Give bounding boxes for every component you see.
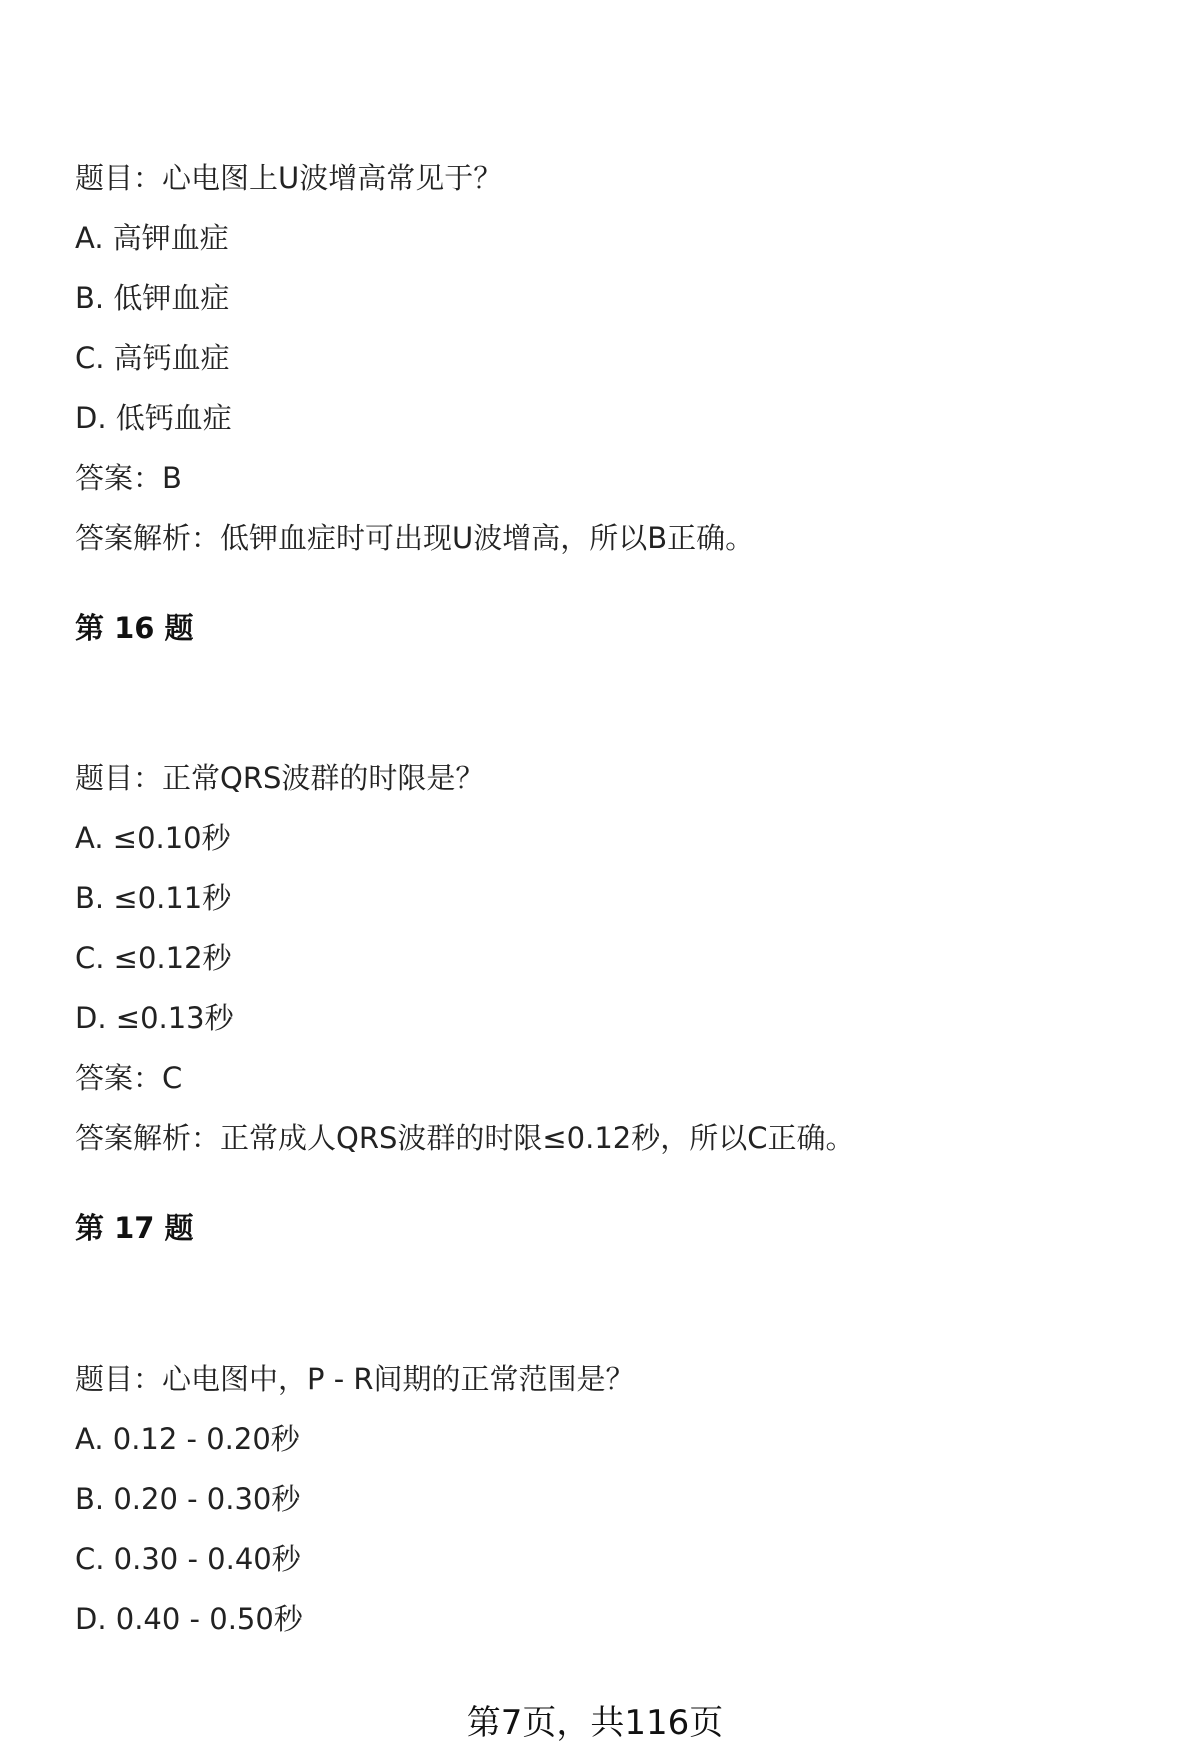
q16-explanation: 答案解析：正常成人QRS波群的时限≤0.12秒，所以C正确。 xyxy=(75,1121,855,1155)
q16-option-d: D. ≤0.13秒 xyxy=(75,1001,234,1035)
q15-option-a: A. 高钾血症 xyxy=(75,221,229,255)
q16-heading: 第 16 题 xyxy=(75,611,194,645)
q17-question: 题目：心电图中，P - R间期的正常范围是？ xyxy=(75,1362,635,1396)
q16-answer: 答案：C xyxy=(75,1061,183,1095)
q16-option-a: A. ≤0.10秒 xyxy=(75,821,231,855)
q15-explanation: 答案解析：低钾血症时可出现U波增高，所以B正确。 xyxy=(75,521,755,555)
q16-question: 题目：正常QRS波群的时限是？ xyxy=(75,761,485,795)
q15-answer: 答案：B xyxy=(75,461,182,495)
q17-option-c: C. 0.30 - 0.40秒 xyxy=(75,1542,301,1576)
q15-option-c: C. 高钙血症 xyxy=(75,341,230,375)
q16-option-c: C. ≤0.12秒 xyxy=(75,941,232,975)
q17-option-d: D. 0.40 - 0.50秒 xyxy=(75,1602,303,1636)
q15-option-b: B. 低钾血症 xyxy=(75,281,230,315)
q17-heading: 第 17 题 xyxy=(75,1211,194,1245)
q15-question: 题目：心电图上U波增高常见于？ xyxy=(75,161,503,195)
q17-option-a: A. 0.12 - 0.20秒 xyxy=(75,1422,300,1456)
q17-option-b: B. 0.20 - 0.30秒 xyxy=(75,1482,301,1516)
q16-option-b: B. ≤0.11秒 xyxy=(75,881,232,915)
page-number-footer: 第7页，共116页 xyxy=(466,1703,724,1743)
q15-option-d: D. 低钙血症 xyxy=(75,401,232,435)
